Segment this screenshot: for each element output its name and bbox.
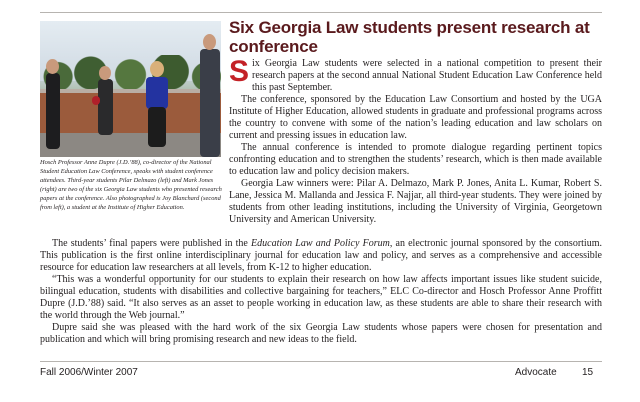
person-figure	[98, 79, 113, 135]
paragraph: The conference, sponsored by the Education Law Consortium and hosted by the UGA Institute of Higher Education, allowed students in graduate and professional programs across the country to convene with some of the nation’s leading education and law scholars on current and pressing issues in education law.	[229, 94, 602, 141]
bottom-rule	[40, 361, 602, 362]
paragraph: Georgia Law winners were: Pilar A. Delmazo, Mark P. Jones, Anita L. Kumar, Robert S. Lane, Jessica M. Mallanda and Jessica F. Najjar, all third-year students. They were joined by students from other leading institutions, including the University of Virginia, Georgetown University and American University.	[229, 178, 602, 225]
person-figure	[200, 49, 220, 157]
article-full-width	[40, 238, 602, 346]
top-rule	[40, 12, 602, 13]
paragraph: The annual conference is intended to promote dialogue regarding pertinent topics confronting education and to strengthen the students’ research, which is then made available to education law and policy decision makers.	[229, 142, 602, 177]
article-column	[229, 55, 602, 226]
journal-title: Education Law and Policy Forum	[251, 238, 390, 249]
photo-caption: Hosch Professor Anne Dupre (J.D.’88), co-director of the National Student Education Law Conference, speaks with student conference attendees. Third-year students Pilar Delmazo (left) and Mark Jones (right) are two of the six Georgia Law students who presented research papers at the conference. Also photographed is Joy Blanchard (second from left), a student at the Institute of Higher Education.	[40, 159, 222, 212]
person-figure	[46, 73, 60, 149]
drop-cap: S	[229, 55, 250, 88]
paragraph: The students’ final papers were published in the Education Law and Policy Forum, an electronic journal sponsored by the consortium. This publication is the first online interdisciplinary journal for education law and policy, and serves as a comprehensive and accessible resource for education law researchers at all levels, from K-12 to higher education.	[40, 238, 602, 273]
magazine-name: Advocate	[515, 367, 557, 378]
person-figure	[146, 77, 168, 109]
page-number: 15	[582, 367, 594, 378]
paragraph: Dupre said she was pleased with the hard work of the six Georgia Law students whose papers were chosen for presentation and publication and which will bring promising research and new ideas to the field.	[40, 322, 602, 345]
paragraph-intro: Six Georgia Law students were selected in a national competition to present their research papers at the second annual National Student Education Law Conference held this past September.	[229, 55, 602, 93]
article-headline: Six Georgia Law students present research at conference	[229, 18, 590, 56]
conference-photo	[40, 21, 221, 157]
paragraph-quote: “This was a wonderful opportunity for our students to explain their research on how law affects important issues like student suicide, bilingual education, students with disabilities and collective bargaining for teachers,” ELC Co-director and Hosch Professor Anne Proffitt Dupre (J.D.’88) said. “It also serves as an asset to people working in education law, as these students are able to share their research with the world through the Web journal.”	[40, 274, 602, 321]
issue-date: Fall 2006/Winter 2007	[40, 367, 138, 378]
